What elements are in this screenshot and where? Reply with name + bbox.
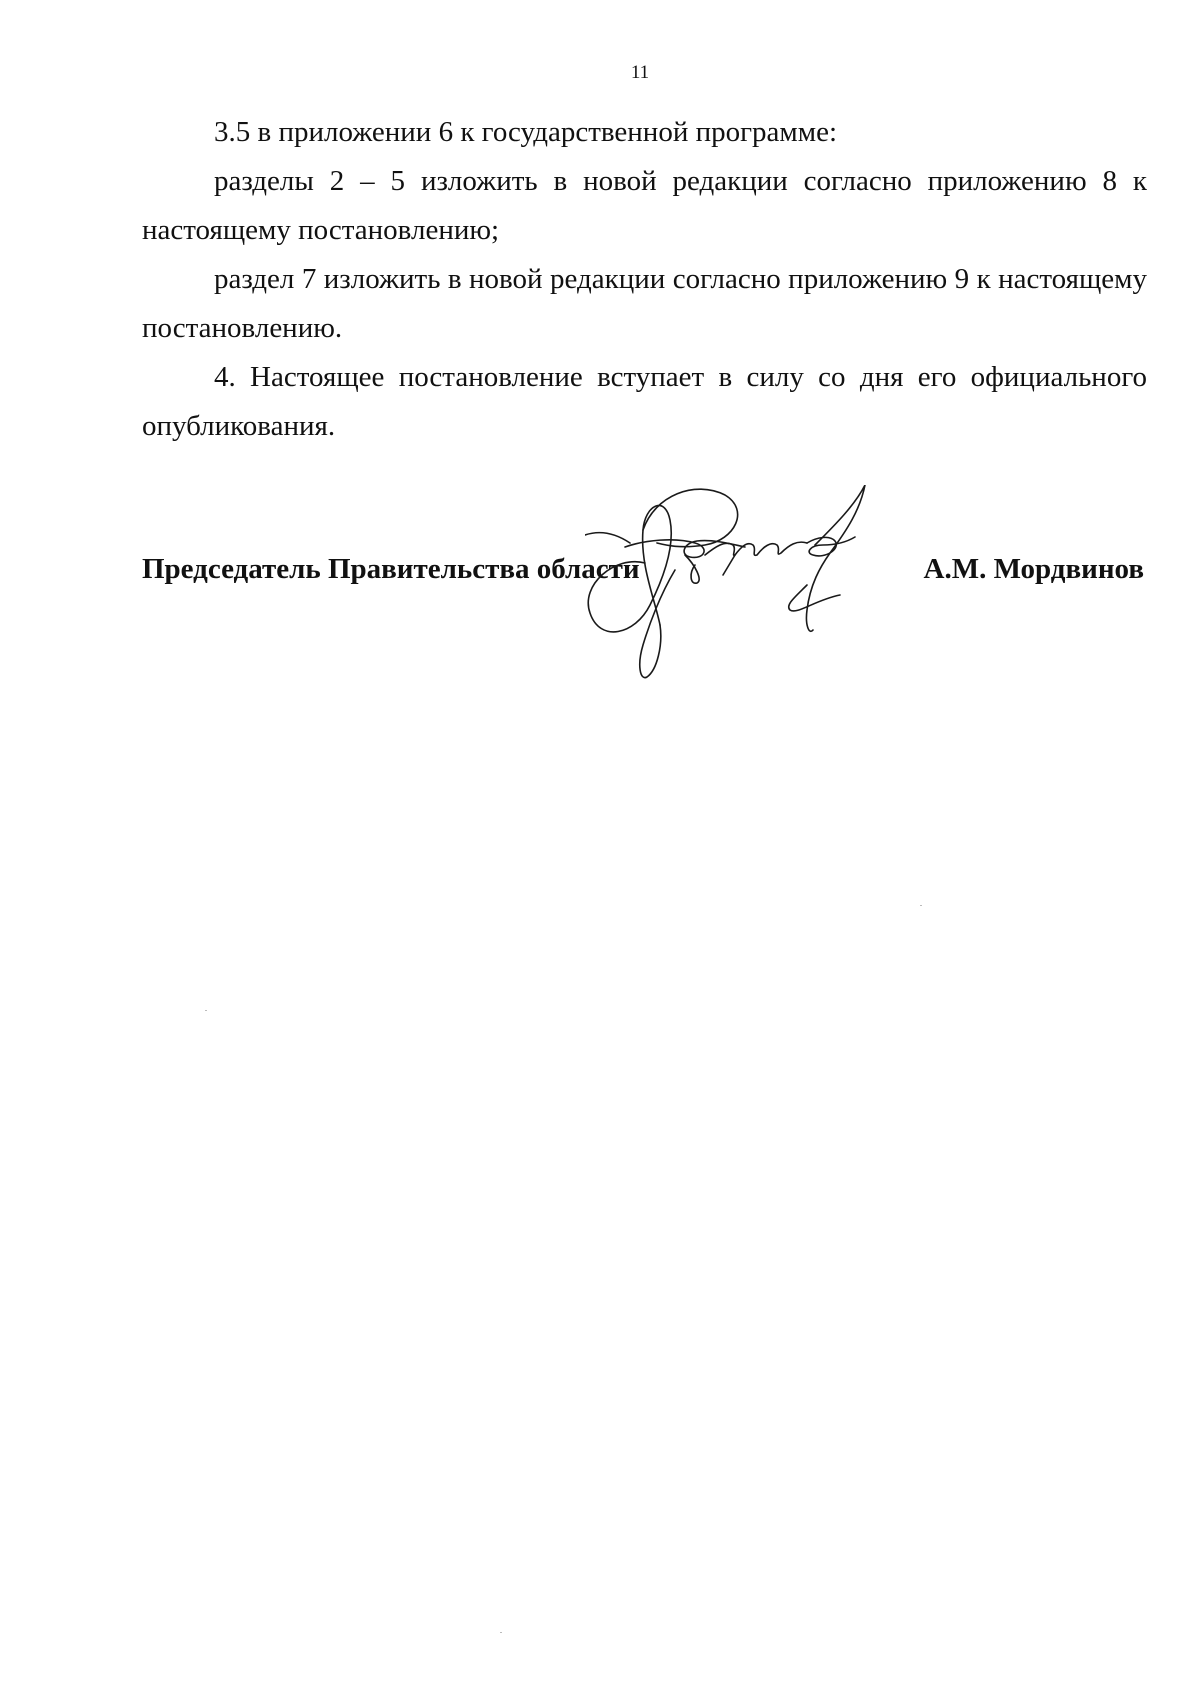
paragraph-4-effective-date: 4. Настоящее постановление вступает в силу со дня его официального опубликования. (142, 361, 1147, 442)
scan-artifact (500, 1632, 502, 1633)
paragraph-section-7: раздел 7 изложить в новой редакции согласно приложению 9 к настоящему постановлению. (142, 263, 1147, 344)
signer-position: Председатель Правительства области (142, 553, 640, 585)
scan-artifact (205, 1010, 207, 1011)
handwritten-signature (585, 485, 935, 685)
document-body (142, 108, 1147, 451)
paragraph-3-5: 3.5 в приложении 6 к государственной программе: (214, 116, 838, 148)
page-number: 11 (630, 62, 650, 83)
scan-artifact (920, 905, 922, 906)
paragraph-sections-2-5: разделы 2 – 5 изложить в новой редакции согласно приложению 8 к настоящему постановлению; (142, 165, 1147, 246)
signer-name: А.М. Мордвинов (923, 553, 1144, 585)
